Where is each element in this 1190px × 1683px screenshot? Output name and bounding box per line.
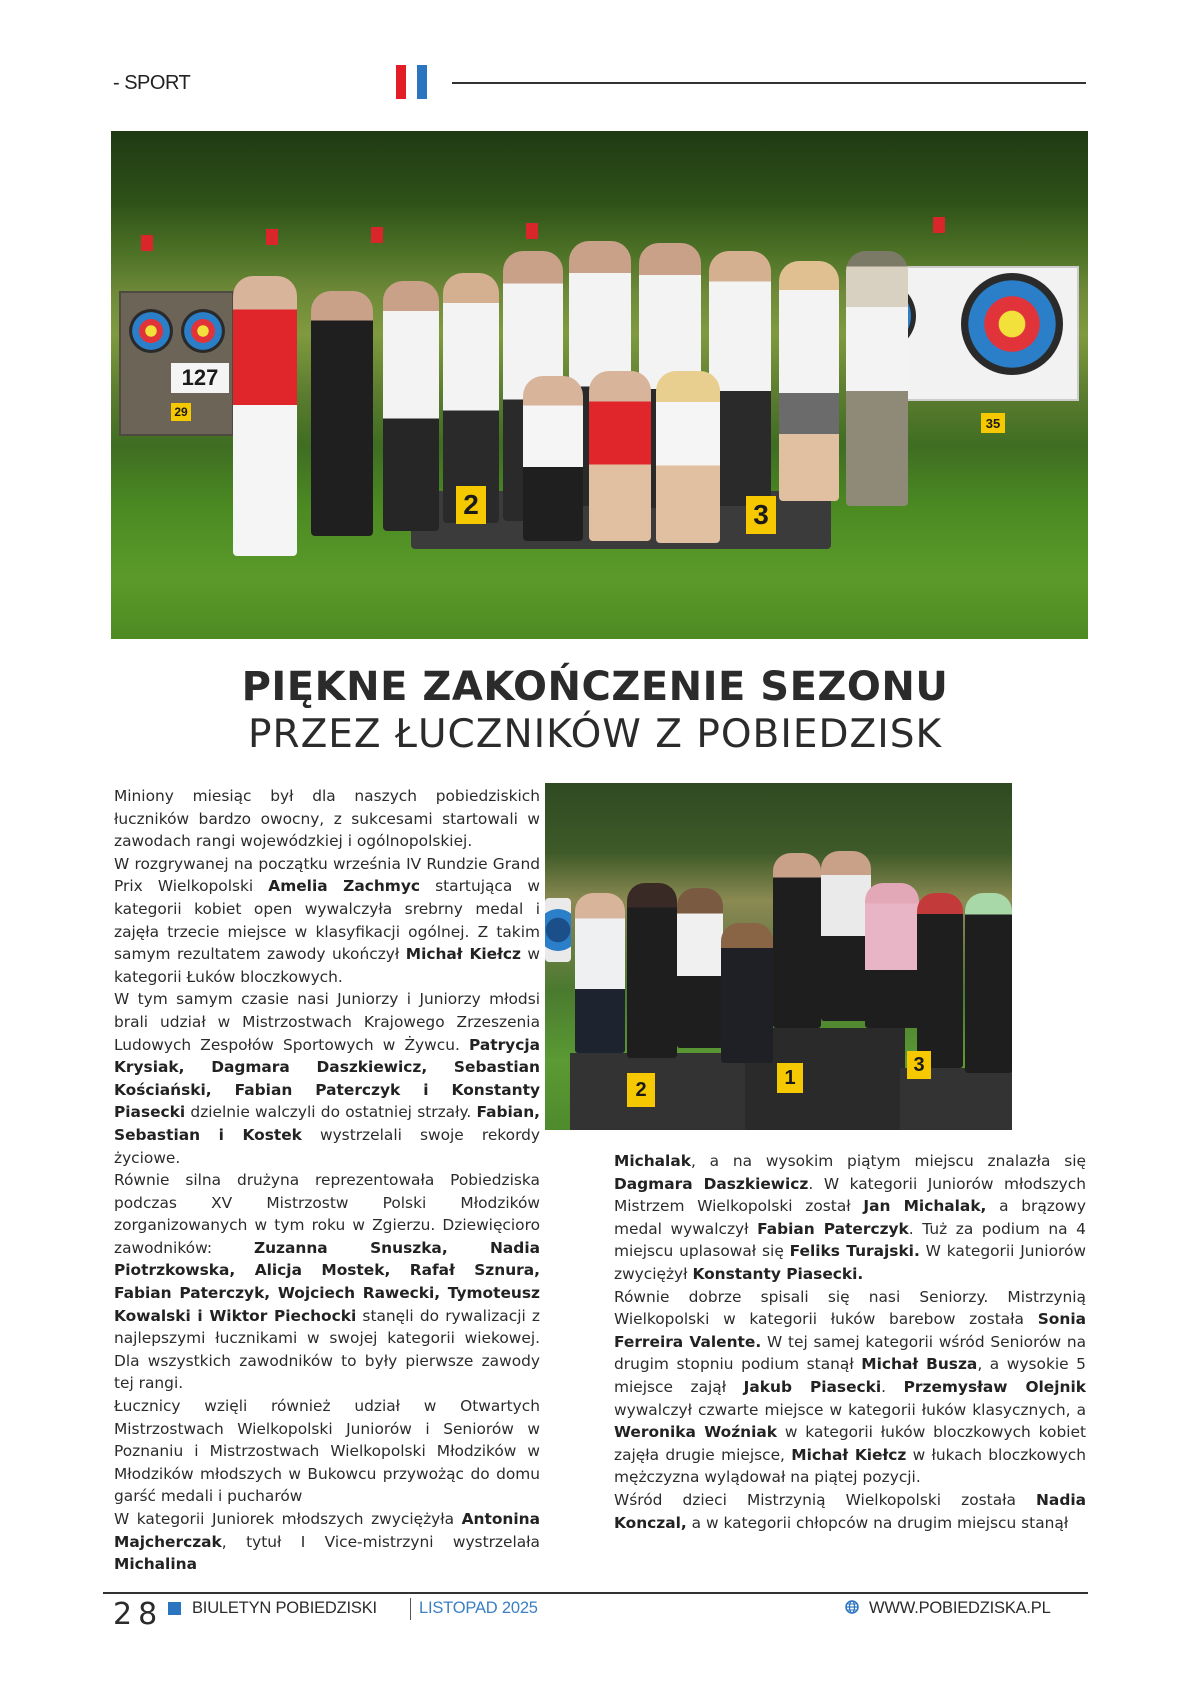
article-paragraph	[614, 1150, 1086, 1286]
paragraph-text: W rozgrywanej na początku września IV Rundzie Grand Prix Wielkopolski	[114, 854, 540, 896]
child	[965, 893, 1012, 1073]
highlighted-name: Michalak	[614, 1152, 691, 1170]
kids-podium-photo	[545, 783, 1012, 1130]
lane-sign: 35	[981, 413, 1005, 433]
paragraph-text: stanęli do rywalizacji z najlepszymi łucznikami w swojej kategorii wiekowej. Dla wszystkich zawodników to były pierwsze zawody tej rangi.	[114, 1306, 541, 1393]
paragraph-text: Łucznicy wzięli również udział w Otwartych Mistrzostwach Wielkopolski Juniorów i Seniorów w Poznaniu i Mistrzostwach Wielkopolski Młodzików w Młodzików młodszych w Bukowcu przywożąc do domu garść medali i pucharów	[114, 1397, 540, 1506]
highlighted-name: Feliks Turajski.	[789, 1242, 920, 1261]
section-label: - SPORT	[113, 72, 191, 94]
paragraph-text: w kategorii Łuków bloczkowych.	[114, 945, 541, 986]
child	[721, 923, 773, 1063]
range-flag	[933, 217, 945, 233]
highlighted-name: Jakub Piasecki	[743, 1377, 882, 1396]
podium-step-2	[570, 1053, 750, 1130]
highlighted-name: Zuzanna Snuszka, Nadia Piotrzkowska, Alicja Mostek, Rafał Sznura, Fabian Paterczyk, Wojciech Rawecki, Tymoteusz Kowalski i Wiktor Piechocki	[114, 1238, 540, 1325]
article-paragraph	[114, 1169, 540, 1395]
article-paragraph	[614, 1286, 1086, 1489]
paragraph-text: . Tuż za podium na 4 miejscu uplasował się	[614, 1219, 1086, 1261]
child	[917, 893, 963, 1068]
paragraph-text: W kategorii Juniorek młodszych zwyciężyła	[114, 1510, 462, 1528]
highlighted-name: Michał Kiełcz	[405, 945, 521, 964]
paragraph-text: startująca w kategorii kobiet open wywalczyła srebrny medal i zajęła trzecie miejsce w klasyfikacji ogólnej. Z takim samym rezultatem zawody ukończył	[114, 877, 540, 964]
article-body-right	[614, 1150, 1086, 1534]
article-paragraph	[114, 1508, 540, 1576]
flag-stripe-red	[396, 65, 406, 99]
highlighted-name: Fabian Paterczyk	[757, 1219, 909, 1238]
footer-divider	[103, 1592, 1088, 1594]
paragraph-text: dzielnie walczyli do ostatniej strzały.	[185, 1103, 477, 1122]
highlighted-name: Sonia Ferreira Valente.	[614, 1310, 1086, 1351]
highlighted-name: Antonina Majcherczak	[114, 1510, 540, 1551]
paragraph-text: W tej samej kategorii wśród Seniorów na drugim stopniu podium stanął	[614, 1332, 1087, 1374]
child	[821, 851, 871, 1021]
archery-target	[545, 898, 571, 962]
podium-sign-3: 3	[746, 496, 776, 534]
article-title: PIĘKNE ZAKOŃCZENIE SEZONU	[241, 664, 949, 710]
person	[311, 291, 373, 536]
child	[627, 883, 677, 1058]
range-flag	[371, 227, 383, 243]
person	[656, 371, 720, 543]
podium-sign-1: 1	[777, 1063, 803, 1093]
podium-sign-3: 3	[907, 1051, 931, 1079]
paragraph-text: w kategorii łuków bloczkowych kobiet zajęła drugie miejsce,	[614, 1423, 1086, 1464]
paragraph-text: , tytuł I Vice-mistrzyni wystrzelała	[221, 1532, 540, 1551]
person	[233, 276, 297, 556]
highlighted-name: Nadia Konczal,	[614, 1490, 1086, 1532]
paragraph-text: Równie silna drużyna reprezentowała Pobiedziska podczas XV Mistrzostw Polski Młodzików zorganizowanych w tym roku w Zgierzu. Dziewięcioro zawodników:	[114, 1171, 540, 1257]
range-flag	[526, 223, 538, 239]
highlighted-name: Fabian, Sebastian i Kostek	[114, 1103, 540, 1144]
podium-sign-2: 2	[627, 1073, 655, 1107]
paragraph-text: w łukach bloczkowych mężczyzna wylądował na piątej pozycji.	[614, 1445, 1086, 1487]
article-paragraph	[114, 1395, 540, 1508]
issue-date: LISTOPAD 2025	[419, 1599, 538, 1617]
highlighted-name: Dagmara Daszkiewicz	[614, 1174, 809, 1193]
article-subtitle: PRZEZ ŁUCZNIKÓW Z POBIEDZISK	[247, 712, 943, 757]
paragraph-text: wywalczył czwarte miejsce w kategorii łuków klasycznych, a	[614, 1400, 1086, 1419]
highlighted-name: Przemysław Olejnik	[903, 1377, 1086, 1396]
child	[773, 853, 821, 1028]
child	[677, 888, 723, 1048]
podium-sign-2: 2	[456, 486, 486, 524]
paragraph-text: Równie dobrze spisali się nasi Seniorzy. Mistrzynią Wielkopolski w kategorii łuków barebow została	[614, 1287, 1086, 1329]
paragraph-text: a brązowy medal wywalczył	[614, 1197, 1086, 1238]
highlighted-name: Konstanty Piasecki.	[692, 1264, 864, 1283]
article-body-left	[114, 785, 540, 1576]
hero-photo	[111, 131, 1088, 639]
lane-sign: 29	[171, 403, 191, 421]
article-paragraph	[614, 1489, 1086, 1534]
person	[589, 371, 651, 541]
range-flag	[266, 229, 278, 245]
publication-name: BIULETYN POBIEDZISKI	[192, 1599, 377, 1617]
article-paragraph	[114, 988, 540, 1169]
paragraph-text: , a na wysokim piątym miejscu znalazła się	[690, 1152, 1086, 1170]
article-paragraph	[114, 785, 540, 853]
paragraph-text: a w kategorii chłopców na drugim miejscu stanął	[686, 1513, 1069, 1532]
page-number: 28	[113, 1597, 164, 1632]
paragraph-text: . W kategorii Juniorów młodszych Mistrzem Wielkopolski został	[614, 1174, 1086, 1216]
header-divider	[452, 82, 1086, 84]
range-flag	[141, 235, 153, 251]
archery-target	[181, 309, 225, 353]
archery-target	[961, 273, 1063, 375]
paragraph-text: Wśród dzieci Mistrzynią Wielkopolski została	[614, 1490, 1037, 1509]
score-board: 127	[171, 363, 229, 393]
flag-stripe-blue	[417, 65, 427, 99]
paragraph-text: , a wysokie 5 miejsce zajął	[614, 1355, 1086, 1396]
highlighted-name: Patrycja Krysiak, Dagmara Daszkiewicz, Sebastian Kościański, Fabian Paterczyk i Konstanty Piasecki	[114, 1035, 540, 1122]
person	[383, 281, 439, 531]
paragraph-text: Miniony miesiąc był dla naszych pobiedziskich łuczników bardzo owocny, z sukcesami startowali w zawodach rangi wojewódzkiej i ogólnopolskiej.	[114, 787, 540, 851]
highlighted-name: Michał Kiełcz	[791, 1445, 907, 1464]
paragraph-text: .	[881, 1377, 904, 1396]
person	[779, 261, 839, 501]
highlighted-name: Amelia Zachmyc	[268, 877, 420, 896]
person	[846, 251, 908, 506]
person	[523, 376, 583, 541]
website-link[interactable]: WWW.POBIEDZISKA.PL	[869, 1599, 1051, 1617]
paragraph-text: W kategorii Juniorów zwyciężył	[614, 1242, 1086, 1283]
highlighted-name: Weronika Woźniak	[614, 1423, 778, 1442]
highlighted-name: Michał Busza	[861, 1355, 978, 1374]
article-paragraph	[114, 853, 540, 989]
globe-icon	[845, 1600, 859, 1614]
footer-separator	[410, 1598, 411, 1620]
highlighted-name: Jan Michalak,	[863, 1197, 987, 1216]
child	[575, 893, 625, 1053]
child	[865, 883, 919, 1028]
archery-target	[129, 309, 173, 353]
highlighted-name: Michalina	[114, 1555, 197, 1574]
footer-accent-square	[168, 1602, 181, 1615]
paragraph-text: wystrzelali swoje rekordy życiowe.	[114, 1125, 540, 1167]
paragraph-text: W tym samym czasie nasi Juniorzy i Juniorzy młodsi brali udział w Mistrzostwach Krajowego Zrzeszenia Ludowych Zespołów Sportowych w Żywcu.	[114, 990, 540, 1054]
